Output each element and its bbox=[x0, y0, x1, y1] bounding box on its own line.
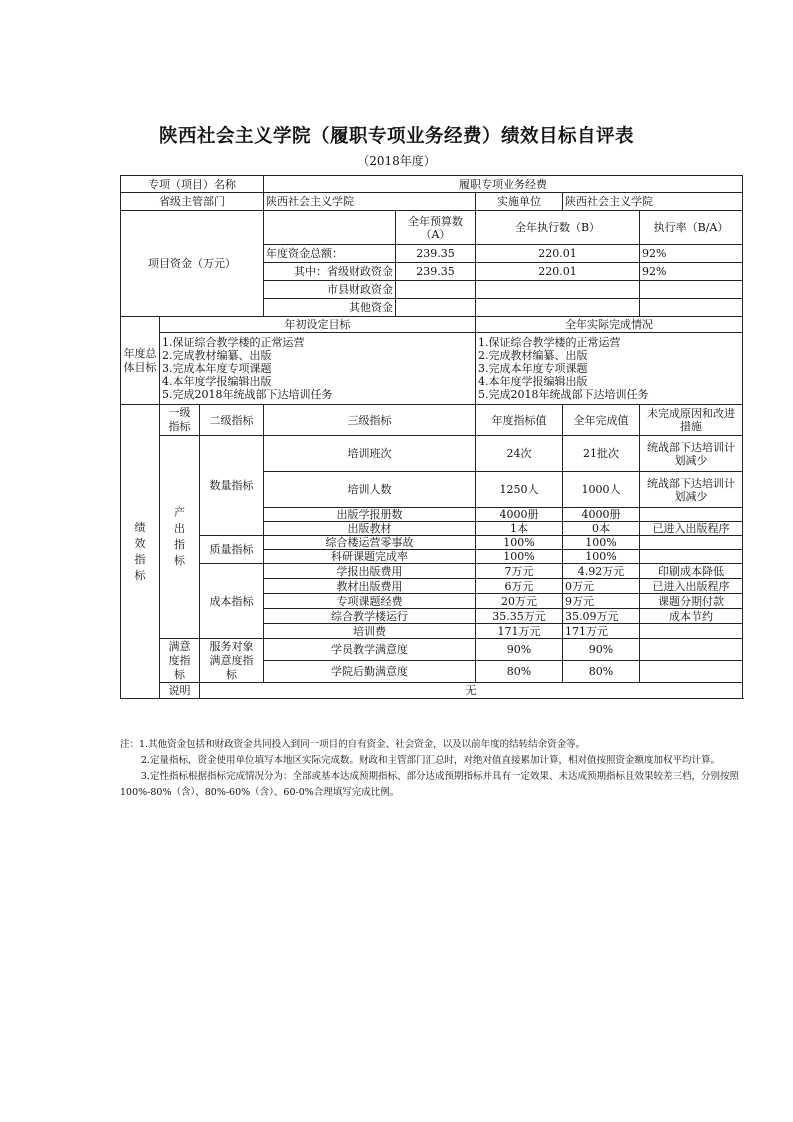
funds-exec: 220.01 bbox=[476, 245, 640, 263]
indicator-name: 教材出版费用 bbox=[264, 579, 476, 594]
planned-goals-list bbox=[160, 333, 476, 405]
planned-goal-item: 5.完成2018年统战部下达培训任务 bbox=[162, 388, 333, 401]
indicator-name: 学报出版费用 bbox=[264, 564, 476, 579]
indicator-reason bbox=[640, 639, 743, 661]
funds-budget bbox=[396, 299, 476, 317]
footnote: 2.定量指标，资金使用单位填写本地区实际完成数。财政和主管部门汇总时，对绝对值直接累加计算，相对值按照资金额度加权平均计算。 bbox=[140, 755, 720, 766]
goals-section-label: 年度总体目标 bbox=[121, 317, 160, 405]
indicator-actual: 171万元 bbox=[563, 624, 640, 639]
indicator-target: 100% bbox=[476, 550, 563, 564]
indicator-actual: 4.92万元 bbox=[563, 564, 640, 579]
planned-goal-item: 2.完成教材编纂、出版 bbox=[162, 349, 272, 362]
actual-goal-item: 3.完成本年度专项课题 bbox=[478, 362, 588, 375]
project-name-value: 履职专项业务经费 bbox=[264, 176, 743, 193]
indicator-target: 90% bbox=[476, 639, 563, 661]
indicator-reason: 已进入出版程序 bbox=[640, 579, 743, 594]
indicator-reason: 统战部下达培训计划减少 bbox=[640, 472, 743, 508]
funds-row-label: 市县财政资金 bbox=[264, 281, 396, 299]
indicator-name: 学院后勤满意度 bbox=[264, 661, 476, 683]
quantity-indicator-label: 数量指标 bbox=[200, 436, 264, 536]
indicator-row bbox=[121, 436, 743, 472]
indicator-reason: 课题分期付款 bbox=[640, 594, 743, 609]
indicator-name: 培训人数 bbox=[264, 472, 476, 508]
output-indicator-label: 产出指标 bbox=[160, 436, 200, 639]
indicator-reason: 统战部下达培训计划减少 bbox=[640, 436, 743, 472]
indicator-actual: 80% bbox=[563, 661, 640, 683]
remark-label: 说明 bbox=[160, 683, 200, 699]
funds-exec: 220.01 bbox=[476, 263, 640, 281]
indicator-target: 1250人 bbox=[476, 472, 563, 508]
indicator-name: 出版学报册数 bbox=[264, 508, 476, 522]
actual-goals-header: 全年实际完成情况 bbox=[476, 317, 743, 333]
indicator-actual: 100% bbox=[563, 536, 640, 550]
indicator-actual: 90% bbox=[563, 639, 640, 661]
funds-budget bbox=[396, 281, 476, 299]
indicator-target: 4000册 bbox=[476, 508, 563, 522]
indicator-target: 20万元 bbox=[476, 594, 563, 609]
department-row bbox=[121, 193, 743, 211]
level2-header: 二级指标 bbox=[200, 405, 264, 436]
indicator-name: 出版教材 bbox=[264, 522, 476, 536]
indicator-target: 1本 bbox=[476, 522, 563, 536]
col-budget-header: 全年预算数（A） bbox=[396, 211, 476, 245]
indicator-reason bbox=[640, 661, 743, 683]
indicator-target: 80% bbox=[476, 661, 563, 683]
page-title: 陕西社会主义学院（履职专项业务经费）绩效目标自评表 bbox=[158, 126, 634, 147]
funds-row-label: 其他资金 bbox=[264, 299, 396, 317]
funds-rate: 92% bbox=[640, 245, 743, 263]
indicator-reason bbox=[640, 550, 743, 564]
indicator-reason: 已进入出版程序 bbox=[640, 522, 743, 536]
goals-header-row bbox=[121, 317, 743, 333]
indicator-actual: 100% bbox=[563, 550, 640, 564]
quality-indicator-label: 质量指标 bbox=[200, 536, 264, 564]
indicator-target: 24次 bbox=[476, 436, 563, 472]
indicator-name: 培训费 bbox=[264, 624, 476, 639]
indicator-actual: 1000人 bbox=[563, 472, 640, 508]
dept-label: 省级主管部门 bbox=[121, 193, 264, 211]
funds-budget: 239.35 bbox=[396, 263, 476, 281]
reason-header: 未完成原因和改进措施 bbox=[640, 405, 743, 436]
impl-value: 陕西社会主义学院 bbox=[563, 193, 743, 211]
indicator-row bbox=[121, 639, 743, 661]
funds-exec bbox=[476, 281, 640, 299]
indicator-actual: 4000册 bbox=[563, 508, 640, 522]
indicators-section-label: 绩效指标 bbox=[121, 405, 160, 699]
service-satisfaction-label: 服务对象满意度指标 bbox=[200, 639, 264, 683]
level3-header: 三级指标 bbox=[264, 405, 476, 436]
col-exec-header: 全年执行数（B） bbox=[476, 211, 640, 245]
indicator-target: 35.35万元 bbox=[476, 609, 563, 624]
funds-rate bbox=[640, 281, 743, 299]
level1-header: 一级指标 bbox=[160, 405, 200, 436]
indicator-reason bbox=[640, 536, 743, 550]
indicators-header-row bbox=[121, 405, 743, 436]
funds-rate bbox=[640, 299, 743, 317]
remark-value: 无 bbox=[200, 683, 743, 699]
indicator-name: 综合楼运营零事故 bbox=[264, 536, 476, 550]
indicator-actual: 0万元 bbox=[563, 579, 640, 594]
actual-goal-item: 2.完成教材编纂、出版 bbox=[478, 349, 588, 362]
planned-goal-item: 1.保证综合教学楼的正常运营 bbox=[162, 336, 305, 349]
indicator-target: 100% bbox=[476, 536, 563, 550]
indicator-reason: 印刷成本降低 bbox=[640, 564, 743, 579]
remark-row bbox=[121, 683, 743, 699]
indicator-actual: 21批次 bbox=[563, 436, 640, 472]
indicator-target: 6万元 bbox=[476, 579, 563, 594]
indicator-actual: 0本 bbox=[563, 522, 640, 536]
indicator-reason: 成本节约 bbox=[640, 609, 743, 624]
evaluation-table bbox=[120, 175, 743, 699]
funds-row-label: 其中：省级财政资金 bbox=[264, 263, 396, 281]
funds-budget: 239.35 bbox=[396, 245, 476, 263]
target-header: 年度指标值 bbox=[476, 405, 563, 436]
indicator-name: 学员教学满意度 bbox=[264, 639, 476, 661]
footnote: 注：1.其他资金包括和财政资金共同投入到同一项目的自有资金、社会资金，以及以前年度的结转结余资金等。 bbox=[120, 739, 586, 750]
indicator-name: 专项课题经费 bbox=[264, 594, 476, 609]
planned-goal-item: 3.完成本年度专项课题 bbox=[162, 362, 272, 375]
actual-goals-list bbox=[476, 333, 743, 405]
planned-goals-header: 年初设定目标 bbox=[160, 317, 476, 333]
funds-row-label: 年度资金总额： bbox=[264, 245, 396, 263]
dept-value: 陕西社会主义学院 bbox=[264, 193, 476, 211]
indicator-row bbox=[121, 536, 743, 550]
indicator-target: 171万元 bbox=[476, 624, 563, 639]
project-name-row bbox=[121, 176, 743, 193]
funds-blank-cell bbox=[264, 211, 396, 245]
funds-section-label: 项目资金（万元） bbox=[121, 211, 264, 317]
funds-rate: 92% bbox=[640, 263, 743, 281]
actual-goal-item: 4.本年度学报编辑出版 bbox=[478, 375, 588, 388]
actual-goal-item: 1.保证综合教学楼的正常运营 bbox=[478, 336, 621, 349]
indicator-reason bbox=[640, 508, 743, 522]
project-name-label: 专项（项目）名称 bbox=[121, 176, 264, 193]
indicator-row bbox=[121, 564, 743, 579]
col-rate-header: 执行率（B/A） bbox=[640, 211, 743, 245]
funds-header-row bbox=[121, 211, 743, 245]
satisfaction-indicator-label: 满意度指标 bbox=[160, 639, 200, 683]
indicator-name: 培训班次 bbox=[264, 436, 476, 472]
page-subtitle: （2018年度） bbox=[357, 154, 436, 168]
actual-header: 全年完成值 bbox=[563, 405, 640, 436]
indicator-target: 7万元 bbox=[476, 564, 563, 579]
goals-content-row bbox=[121, 333, 743, 405]
footnote: 3.定性指标根据指标完成情况分为：全部或基本达成预期指标、部分达成预期指标并具有一定效果、未达成预期指标且效果较差三档，分别按照100%-80%（含）、80%-60%（含）、60-0%合理填写完成比例。 bbox=[120, 771, 739, 798]
actual-goal-item: 5.完成2018年统战部下达培训任务 bbox=[478, 388, 649, 401]
footnotes bbox=[120, 737, 745, 801]
impl-label: 实施单位 bbox=[476, 193, 563, 211]
cost-indicator-label: 成本指标 bbox=[200, 564, 264, 639]
indicator-reason bbox=[640, 624, 743, 639]
indicator-actual: 35.09万元 bbox=[563, 609, 640, 624]
indicator-actual: 9万元 bbox=[563, 594, 640, 609]
indicator-name: 科研课题完成率 bbox=[264, 550, 476, 564]
funds-exec bbox=[476, 299, 640, 317]
planned-goal-item: 4.本年度学报编辑出版 bbox=[162, 375, 272, 388]
indicator-name: 综合教学楼运行 bbox=[264, 609, 476, 624]
